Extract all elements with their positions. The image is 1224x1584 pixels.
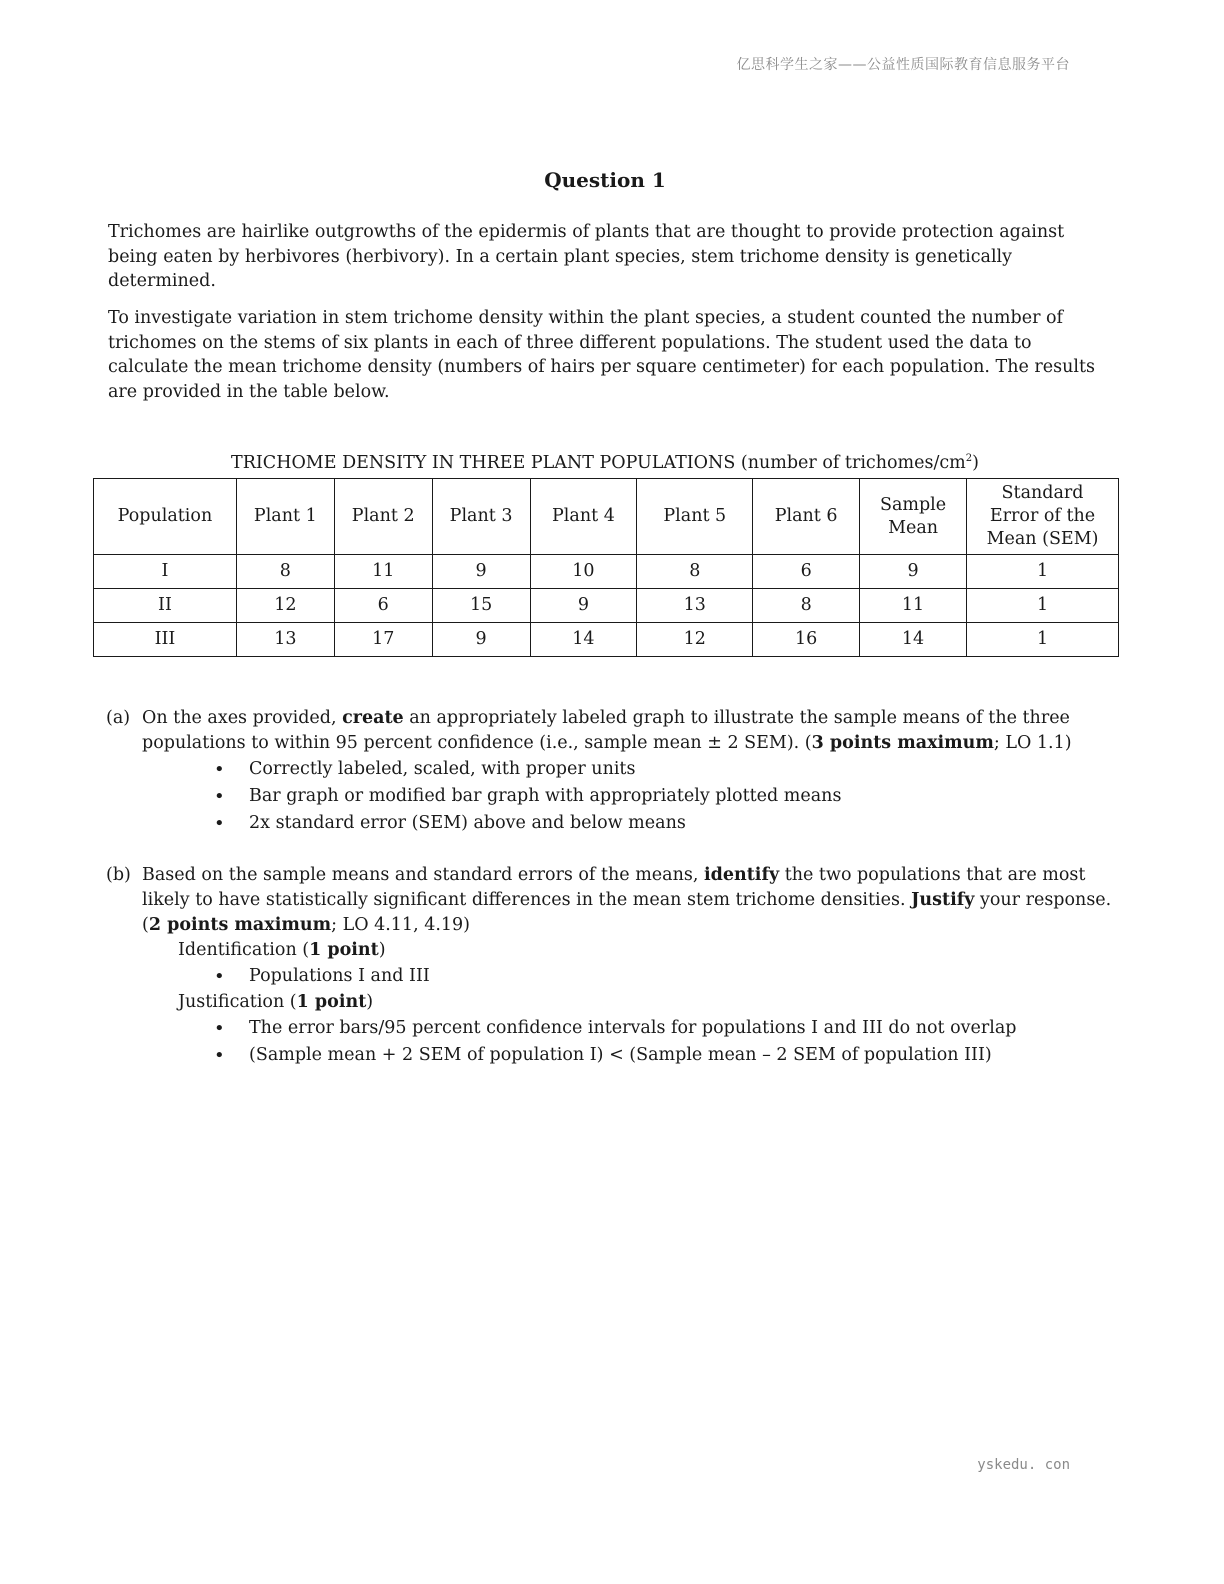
header-plant-3: Plant 3 xyxy=(432,479,530,555)
part-b xyxy=(106,863,1116,1069)
header-plant-6: Plant 6 xyxy=(753,479,860,555)
table-cell: 14 xyxy=(860,623,967,657)
header-population: Population xyxy=(94,479,237,555)
table-cell: 6 xyxy=(334,589,432,623)
header-plant-4: Plant 4 xyxy=(530,479,637,555)
justification-list xyxy=(214,1015,1116,1069)
part-b-text-4: ; LO 4.11, 4.19) xyxy=(331,915,470,935)
part-a-prompt xyxy=(142,706,1116,756)
table-cell: III xyxy=(94,623,237,657)
table-cell: 10 xyxy=(530,555,637,589)
footer-watermark: yskedu. con xyxy=(977,1457,1070,1473)
part-b-bold-2: Justify xyxy=(911,890,975,910)
part-a-bold-2: 3 points maximum xyxy=(811,733,994,753)
table-row xyxy=(94,555,1119,589)
list-item: • Bar graph or modified bar graph with appropriately plotted means xyxy=(214,783,1116,810)
table-cell: 15 xyxy=(432,589,530,623)
table-cell: 17 xyxy=(334,623,432,657)
part-a-scoring-list xyxy=(214,756,1116,837)
part-a-label: (a) xyxy=(106,708,131,728)
part-b-prompt xyxy=(142,863,1116,938)
question-title: Question 1 xyxy=(544,168,666,192)
table-cell: I xyxy=(94,555,237,589)
table-header-row xyxy=(94,479,1119,555)
intro-paragraph-1: Trichomes are hairlike outgrowths of the epidermis of plants that are thought to provide protection against being eaten by herbivores (herbivory). In a certain plant species, stem trichome density is genetically determined. xyxy=(108,222,1065,291)
part-a xyxy=(106,706,1116,837)
table-cell: 8 xyxy=(753,589,860,623)
justification-points: 1 point xyxy=(296,992,367,1012)
table-caption-end: ) xyxy=(972,453,979,473)
part-b-bold-3: 2 points maximum xyxy=(148,915,332,935)
list-item: • (Sample mean + 2 SEM of population I) < (Sample mean – 2 SEM of population III) xyxy=(214,1042,1116,1069)
table-cell: II xyxy=(94,589,237,623)
part-a-text-3: ; LO 1.1) xyxy=(993,733,1072,753)
list-item: • Correctly labeled, scaled, with proper units xyxy=(214,756,1116,783)
part-b-label: (b) xyxy=(106,865,131,885)
table-cell: 12 xyxy=(637,623,753,657)
table-cell: 6 xyxy=(753,555,860,589)
table-cell: 1 xyxy=(967,589,1119,623)
table-cell: 8 xyxy=(236,555,334,589)
trichome-density-table xyxy=(93,478,1119,657)
table-caption-text: TRICHOME DENSITY IN THREE PLANT POPULATIONS (number of trichomes/cm xyxy=(231,453,966,473)
header-plant-5: Plant 5 xyxy=(637,479,753,555)
table-cell: 16 xyxy=(753,623,860,657)
table-row xyxy=(94,589,1119,623)
header-watermark: 亿思科学生之家——公益性质国际教育信息服务平台 xyxy=(736,57,1070,73)
header-sample-mean: Sample Mean xyxy=(860,479,967,555)
table-cell: 9 xyxy=(530,589,637,623)
part-b-text-2: the two populations that are most likely to have statistically significant differences in the mean stem trichome densities. xyxy=(142,865,1086,910)
table-cell: 1 xyxy=(967,623,1119,657)
list-item: • Populations I and III xyxy=(214,963,1116,990)
identification-text-2: ) xyxy=(378,940,386,960)
part-a-text-1: On the axes provided, xyxy=(142,708,343,728)
identification-text-1: Identification ( xyxy=(178,940,310,960)
list-item: • The error bars/95 percent confidence intervals for populations I and III do not overlap xyxy=(214,1015,1116,1042)
part-b-bold-1: identify xyxy=(703,865,780,885)
justification-text-1: Justification ( xyxy=(178,992,297,1012)
table-cell: 13 xyxy=(236,623,334,657)
identification-list xyxy=(214,963,1116,990)
header-sem: Standard Error of the Mean (SEM) xyxy=(967,479,1119,555)
header-plant-1: Plant 1 xyxy=(236,479,334,555)
justification-heading xyxy=(178,990,1116,1015)
table-cell: 13 xyxy=(637,589,753,623)
part-b-text-3: your response. ( xyxy=(142,890,1112,935)
part-b-text-1: Based on the sample means and standard errors of the means, xyxy=(142,865,704,885)
table-cell: 1 xyxy=(967,555,1119,589)
table-cell: 14 xyxy=(530,623,637,657)
header-plant-2: Plant 2 xyxy=(334,479,432,555)
table-caption-superscript: 2 xyxy=(965,453,973,465)
intro-paragraph-2: To investigate variation in stem trichome density within the plant species, a student counted the number of trichomes on the stems of six plants in each of three different populations. The student used the data to calculate the mean trichome density (numbers of hairs per square centimeter) for each population. The results are provided in the table below. xyxy=(108,308,1095,402)
table-cell: 8 xyxy=(637,555,753,589)
identification-points: 1 point xyxy=(309,940,379,960)
list-item: • 2x standard error (SEM) above and below means xyxy=(214,810,1116,837)
table-cell: 9 xyxy=(432,555,530,589)
table-cell: 11 xyxy=(334,555,432,589)
table-row xyxy=(94,623,1119,657)
table-cell: 9 xyxy=(432,623,530,657)
table-cell: 12 xyxy=(236,589,334,623)
part-a-text-2: an appropriately labeled graph to illustrate the sample means of the three populations to within 95 percent confidence (i.e., sample mean ± 2 SEM). ( xyxy=(142,708,1070,753)
identification-heading xyxy=(178,938,1116,963)
justification-text-2: ) xyxy=(366,992,374,1012)
table-cell: 11 xyxy=(860,589,967,623)
table-cell: 9 xyxy=(860,555,967,589)
part-a-bold-1: create xyxy=(342,708,404,728)
table-caption xyxy=(0,453,1210,473)
